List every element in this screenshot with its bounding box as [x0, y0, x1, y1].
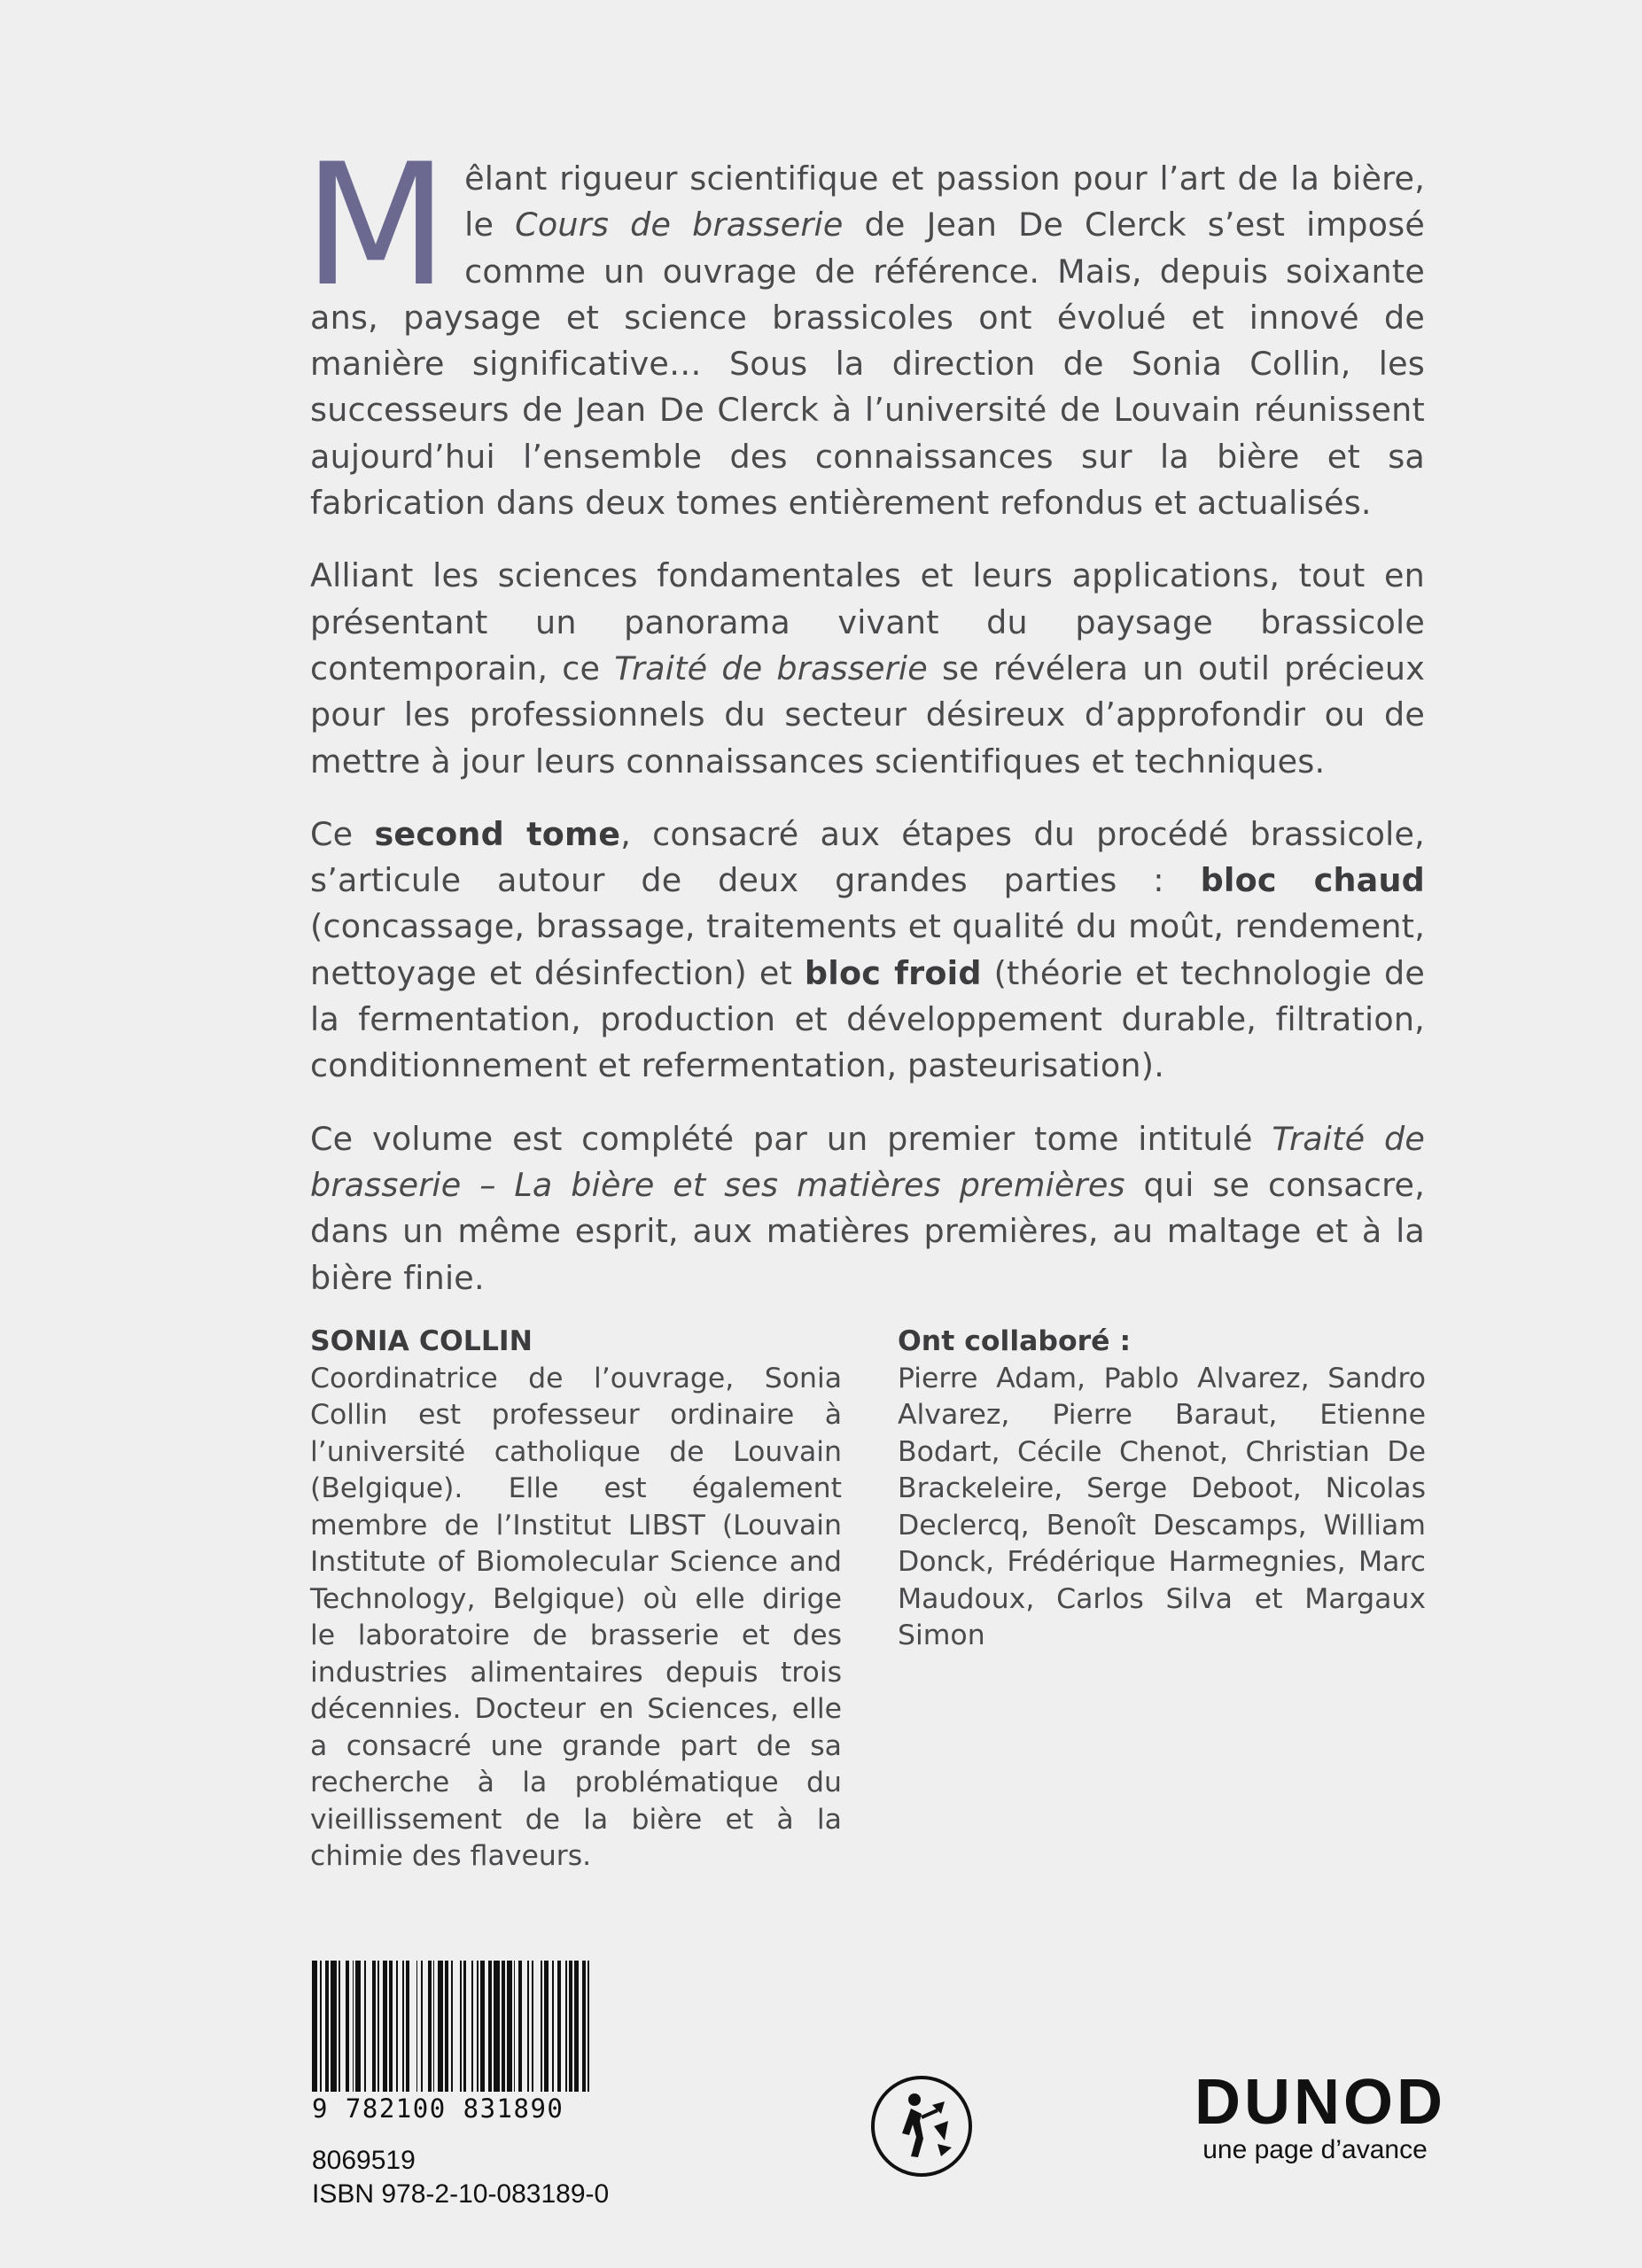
product-code: 8069519: [312, 2146, 416, 2175]
paragraph-intro: Mêlant rigueur scientifique et passion pour l’art de la bière, le Cours de brasserie de Jean De Clerck s’est imposé comme un ouvrage de référence. Mais, depuis soixante ans, paysage et science brassicoles ont évolué et innové de manière significative… Sous la direction de Sonia Collin, les successeurs de Jean De Clerck à l’université de Louvain réunissent aujourd’hui l’ensemble des connaissances sur la bière et sa fabrication dans deux tomes entièrement refondus et actualisés.: [303, 128, 1425, 523]
barcode: [312, 1961, 633, 2129]
barcode-bar: [409, 1961, 416, 2092]
barcode-bar: [366, 1961, 373, 2092]
author-bio: [310, 1324, 842, 1876]
paragraph-sciences: Alliant les sciences fondamentales et leurs applications, tout en présentant un panorama vivant du paysage brassicole contemporain, ce Traité de brasserie se révélera un outil précieux pour les professionnels du secteur désireux d’approfondir ou de mettre à jour leurs connaissances scientifiques et techniques.: [310, 556, 1425, 781]
drop-cap: M: [303, 128, 449, 323]
collaborators-heading: Ont collaboré :: [898, 1325, 1132, 1357]
recycle-icon: [870, 2075, 973, 2178]
collaborators-names: Pierre Adam, Pablo Alvarez, Sandro Alvarez, Pierre Baraut, Etienne Bodart, Cécile Chenot, Christian De Brackeleire, Serge Deboot, Nicolas Declercq, Benoît Descamps, William Donck, Frédérique Harmegnies, Marc Maudoux, Carlos Silva et Margaux Simon: [898, 1362, 1426, 1651]
author-bio-text: Coordinatrice de l’ouvrage, Sonia Collin est professeur ordinaire à l’université catholique de Louvain (Belgique). Elle est également membre de l’Institut LIBST (Louvain Institute of Biomolecular Science and Technology, Belgique) où elle dirige le laboratoire de brasserie et des industries alimentaires depuis trois décennies. Docteur en Sciences, elle a consacré une grande part de sa recherche à la problématique du vieillissement de la bière et à la chimie des flaveurs.: [310, 1362, 842, 1872]
barcode-bar: [589, 1961, 596, 2092]
back-cover-text: [303, 128, 1426, 1328]
publisher-logo: DUNOD: [1195, 2067, 1446, 2138]
barcode-bars: [312, 1961, 633, 2092]
paragraph-second-tome: Ce second tome, consacré aux étapes du procédé brassicole, s’articule autour de deux grandes parties : bloc chaud (concassage, brassage, traitements et qualité du moût, rendement, nettoyage et désinfection) et bloc froid (théorie et technologie de la fermentation, production et développement durable, filtration, conditionnement et refermentation, pasteurisation).: [310, 814, 1426, 1085]
publisher-tagline: une page d’avance: [1202, 2135, 1428, 2164]
barcode-bar: [533, 1961, 541, 2092]
barcode-bar: [331, 1961, 338, 2092]
publisher: [1195, 2067, 1446, 2166]
author-name: SONIA COLLIN: [310, 1325, 533, 1357]
barcode-digits: 9 782100 831890: [312, 2093, 564, 2124]
paragraph-first-tome: Ce volume est complété par un premier tome intitulé Traité de brasserie – La bière et ses matières premières qui se consacre, dans un même esprit, aux matières premières, au maltage et à la bière finie.: [310, 1119, 1426, 1297]
collaborators: [898, 1324, 1426, 1655]
barcode-bar: [494, 1961, 501, 2092]
barcode-bar: [453, 1961, 460, 2092]
isbn: ISBN 978-2-10-083189-0: [312, 2179, 610, 2209]
isbn-block: [312, 2144, 609, 2211]
